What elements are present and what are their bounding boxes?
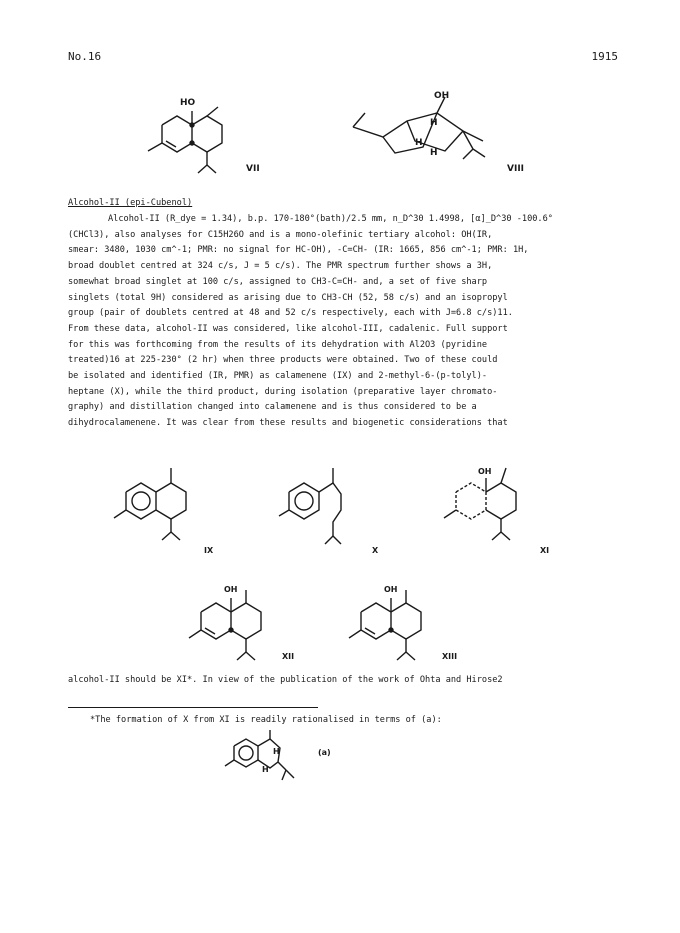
para-line-14: dihydrocalamenene. It was clear from these results and biogenetic considerations that: [68, 418, 508, 429]
para-line-8: From these data, alcohol-II was considered, like alcohol-III, cadalenic. Full support: [68, 323, 508, 334]
para-line-3: smear: 3480, 1030 cm^-1; PMR: no signal for HC-OH), -C=CH- (IR: 1665, 856 cm^-1; PMR: 1H,: [68, 245, 529, 256]
footnote: *The formation of X from XI is readily rationalised in terms of (a):: [90, 715, 442, 725]
structure-viii: [345, 85, 505, 175]
structure-a: [222, 728, 312, 788]
structure-x-label: X: [372, 546, 379, 555]
para-line-10: treated)16 at 225-230° (2 hr) when three products were obtained. Two of these could: [68, 355, 498, 366]
para-line-4: broad doublet centred at 324 c/s, J = 5 c/s). The PMR spectrum further shows a 3H,: [68, 261, 493, 272]
structure-ix: [110, 450, 220, 550]
structure-viii-h1: H: [430, 118, 438, 128]
structure-xii-oh: OH: [224, 585, 238, 594]
para-line-2: (CHCl3), also analyses for C15H26O and is a mono-olefinic tertiary alcohol: OH(IR,: [68, 229, 493, 240]
para-line-7: group (pair of doublets centred at 48 and 52 c/s respectively, each with J=6.8 c/s)11.: [68, 308, 513, 319]
structure-a-h1: H: [273, 747, 280, 756]
para-line-6: singlets (total 9H) considered as arising due to CH3-CH (52, 58 c/s) and an isopropyl: [68, 292, 508, 303]
para-line-11: be isolated and identified (IR, PMR) as calamenene (IX) and 2-methyl-6-(p-tolyl)-: [68, 371, 488, 382]
structure-vii-oh: HO: [180, 98, 196, 108]
structure-viii-h2: H: [415, 138, 423, 148]
journal-issue: No.16: [68, 50, 102, 63]
structure-vii: [140, 85, 270, 175]
page-number: 1915: [591, 50, 618, 63]
structure-xi: [440, 450, 560, 550]
structure-viii-oh: OH: [434, 91, 450, 101]
footnote-rule: [68, 707, 318, 708]
continuation-line: alcohol-II should be XI*. In view of the publication of the work of Ohta and Hirose2: [68, 675, 503, 685]
structure-xiii-oh: OH: [384, 585, 398, 594]
structure-xi-label: XI: [540, 546, 550, 555]
structure-vii-label: VII: [246, 164, 260, 174]
para-line-1: Alcohol-II (R_dye = 1.34), b.p. 170-180°(bath)/2.5 mm, n_D^30 1.4998, [α]_D^30 -100.6°: [108, 214, 553, 224]
structure-xi-oh: OH: [478, 467, 492, 476]
para-line-9: for this was forthcoming from the results of its dehydration with Al2O3 (pyridine: [68, 339, 488, 350]
structure-x: [275, 450, 385, 550]
structure-xii-label: XII: [282, 652, 295, 661]
structure-ix-label: IX: [204, 546, 214, 555]
para-line-5: somewhat broad singlet at 100 c/s, assigned to CH3-C=CH- and, a set of five sharp: [68, 276, 488, 287]
structure-xiii-label: XIII: [442, 652, 458, 661]
section-heading: Alcohol-II (epi-Cubenol): [68, 198, 193, 208]
main-paragraph: [68, 212, 628, 432]
structure-viii-h3: H: [430, 148, 438, 158]
structure-a-label: (a): [318, 748, 331, 757]
para-line-12: heptane (X), while the third product, during isolation (preparative layer chromato-: [68, 386, 498, 397]
para-line-13: graphy) and distillation changed into calamenene and is thus considered to be a: [68, 402, 477, 413]
structure-viii-label: VIII: [507, 164, 525, 174]
structure-a-h2: H: [262, 765, 269, 774]
